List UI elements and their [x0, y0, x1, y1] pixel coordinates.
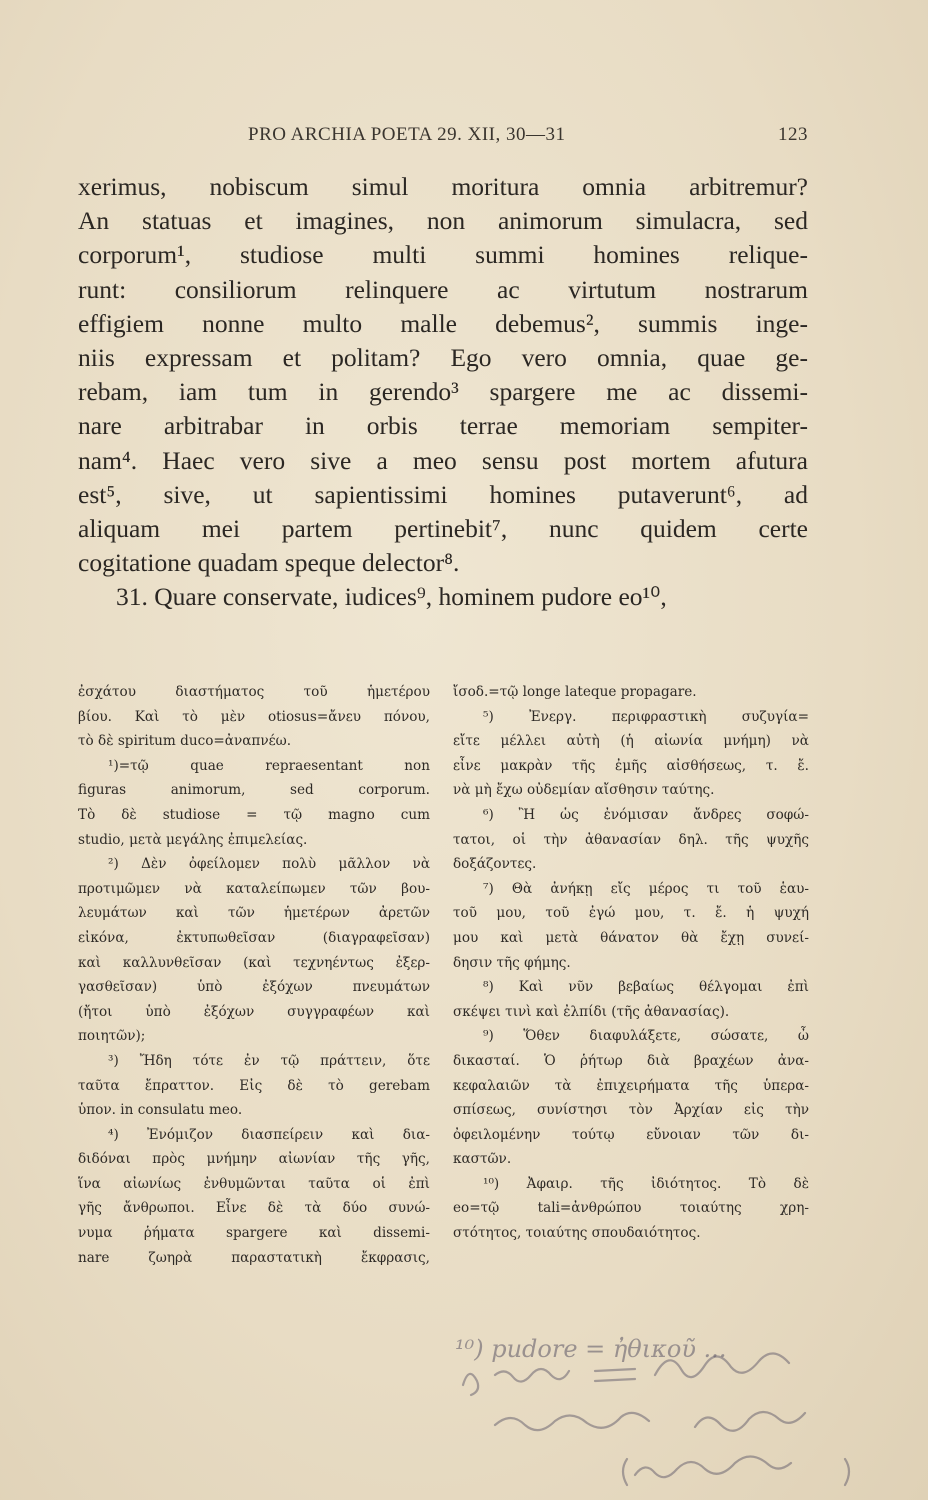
- footnote-line: νὰ μὴ ἔχω οὐδεμίαν αἴσθησιν ταύτης.: [453, 782, 715, 799]
- footnote-line: ⁵) Ἐνεργ. περιφραστικὴ συζυγία=: [483, 708, 809, 725]
- footnote-line: ὀφειλομένην τούτῳ εὔνοιαν τῶν δι-: [453, 1126, 809, 1143]
- footnote-line: ὑπον. in consulatu meo.: [78, 1102, 243, 1119]
- footnote-line: δοξάζοντες.: [453, 856, 537, 873]
- footnote-line: ⁴) Ἐνόμιζον διασπείρειν καὶ δια-: [108, 1126, 430, 1143]
- footnote-line: προτιμῶμεν νὰ καταλείπωμεν τῶν βου-: [78, 880, 430, 897]
- text-line: aliquam mei partem pertinebit⁷, nunc quidem certe: [78, 513, 808, 543]
- footnote-line: τὸ δὲ spiritum duco=ἀναπνέω.: [78, 733, 292, 750]
- handwritten-annotation: [455, 1335, 875, 1495]
- running-title: PRO ARCHIA POETA 29. XII, 30—31: [248, 124, 566, 145]
- footnote-line: σκέψει τινὶ καὶ ἐλπίδι (τῆς ἀθανασίας).: [453, 1003, 730, 1020]
- footnote-line: ²) Δὲν ὀφείλομεν πολὺ μᾶλλον νὰ: [108, 856, 430, 873]
- section-31-line: 31. Quare conservate, iudices⁹, hominem pudore eo¹⁰,: [116, 582, 667, 612]
- text-line: xerimus, nobiscum simul moritura omnia arbitremur?: [78, 172, 808, 201]
- handwritten-text: ¹⁰) pudore = ἠθικοῦ ...: [455, 1335, 727, 1363]
- footnote-line: ⁷) Θὰ ἀνήκῃ εἴς μέρος τι τοῦ ἑαυ-: [483, 880, 809, 897]
- footnote-line: ¹⁰) Ἀφαιρ. τῆς ἰδιότητος. Τὸ δὲ: [483, 1175, 809, 1192]
- footnotes-right-column: [453, 680, 809, 1246]
- footnote-line: ⁹) Ὅθεν διαφυλάξετε, σώσατε, ὦ: [483, 1028, 809, 1045]
- footnote-line: (ἤτοι ὑπὸ ἐξόχων συγγραφέων καὶ: [78, 1003, 430, 1020]
- page-number: 123: [778, 124, 808, 145]
- footnote-line: ἐσχάτου διαστήματος τοῦ ἡμετέρου: [78, 684, 430, 700]
- column-divider: [440, 672, 441, 682]
- footnote-line: γασθεῖσαν) ὑπὸ ἐξόχων πνευμάτων: [78, 979, 430, 996]
- footnote-line: τοῦ μου, τοῦ ἐγώ μου, τ. ἔ. ἡ ψυχή: [453, 905, 809, 922]
- text-line: corporum¹, studiose multi summi homines relique-: [78, 240, 808, 270]
- footnote-line: εἶνε μακρὰν τῆς ἐμῆς αἰσθήσεως, τ. ἔ.: [453, 757, 809, 774]
- text-line: niis expressam et politam? Ego vero omnia, quae ge-: [78, 342, 808, 372]
- footnote-line: γῆς ἄνθρωποι. Εἶνε δὲ τὰ δύο συνώ-: [78, 1200, 430, 1217]
- footnote-line: εἰκόνα, ἐκτυπωθεῖσαν (διαγραφεῖσαν): [78, 929, 430, 946]
- footnote-line: δικασταί. Ὁ ῥήτωρ διὰ βραχέων ἀνα-: [453, 1052, 809, 1069]
- footnote-line: ⁶) Ἢ ὡς ἐνόμισαν ἄνδρες σοφώ-: [483, 806, 809, 823]
- footnote-line: κεφαλαιῶν τὰ ἐπιχειρήματα τῆς ὑπερα-: [453, 1077, 809, 1094]
- footnote-line: καστῶν.: [453, 1151, 512, 1168]
- main-latin-text: [78, 170, 808, 614]
- text-line: nam⁴. Haec vero sive a meo sensu post mortem afutura: [78, 445, 808, 475]
- text-line: effigiem nonne multo malle debemus², summis inge-: [78, 308, 808, 338]
- text-line: rebam, iam tum in gerendo³ spargere me ac dissemi-: [78, 377, 808, 407]
- footnote-line: μου καὶ μετὰ θάνατον θὰ ἔχῃ συνεί-: [453, 929, 809, 946]
- text-line: nare arbitrabar in orbis terrae memoriam sempiter-: [78, 411, 808, 441]
- footnotes-left-column: [78, 680, 430, 1270]
- footnote-line: εἴτε μέλλει αὐτὴ (ἡ αἰωνία μνήμη) νὰ: [453, 733, 809, 750]
- footnote-line: ταῦτα ἔπραττον. Εἰς δὲ τὸ gerebam: [78, 1077, 430, 1094]
- footnote-line: καὶ καλλυνθεῖσαν (καὶ τεχνηέντως ἐξερ-: [78, 954, 430, 971]
- text-line: runt: consiliorum relinquere ac virtutum nostrarum: [78, 274, 808, 304]
- footnote-line: Τὸ δὲ studiose = τῷ magno cum: [78, 806, 430, 823]
- text-line: An statuas et imagines, non animorum simulacra, sed: [78, 206, 808, 236]
- footnote-line: ἴσοδ.=τῷ longe lateque propagare.: [453, 684, 697, 700]
- footnote-line: ⁸) Καὶ νῦν βεβαίως θέλγομαι ἐπὶ: [483, 979, 809, 996]
- footnote-line: nare ζωηρὰ παραστατικὴ ἔκφρασις,: [78, 1249, 430, 1266]
- footnote-line: figuras animorum, sed corporum.: [78, 782, 430, 799]
- footnote-line: στότητος, τοιαύτης σπουδαιότητος.: [453, 1225, 701, 1242]
- text-line: est⁵, sive, ut sapientissimi homines putaverunt⁶, ad: [78, 479, 808, 509]
- footnote-line: βίου. Καὶ τὸ μὲν otiosus=ἄνευ πόνου,: [78, 708, 430, 725]
- footnote-line: ¹)=τῷ quae repraesentant non: [108, 757, 430, 774]
- text-line: cogitatione quadam speque delector⁸.: [78, 548, 460, 578]
- footnote-line: νυμα ῥήματα spargere καὶ dissemi-: [78, 1225, 430, 1242]
- page-header: [78, 124, 808, 154]
- footnote-line: ³) Ἤδη τότε ἐν τῷ πράττειν, ὅτε: [108, 1052, 430, 1069]
- footnote-line: eo=τῷ tali=ἀνθρώπου τοιαύτης χρη-: [453, 1200, 809, 1217]
- footnote-line: ποιητῶν);: [78, 1028, 146, 1045]
- footnote-line: σπίσεως, συνίστησι τὸν Ἀρχίαν εἰς τὴν: [453, 1102, 809, 1119]
- footnote-line: studio, μετὰ μεγάλης ἐπιμελείας.: [78, 831, 308, 848]
- footnote-line: δησιν τῆς φήμης.: [453, 954, 571, 971]
- footnote-line: τατοι, οἱ τὴν ἀθανασίαν δηλ. τῆς ψυχῆς: [453, 831, 809, 848]
- footnote-line: ἵνα αἰωνίως ἐνθυμῶνται ταῦτα οἱ ἐπὶ: [78, 1175, 430, 1192]
- footnote-line: λευμάτων καὶ τῶν ἡμετέρων ἀρετῶν: [78, 905, 430, 922]
- footnote-line: διδόναι πρὸς μνήμην αἰωνίαν τῆς γῆς,: [78, 1151, 430, 1168]
